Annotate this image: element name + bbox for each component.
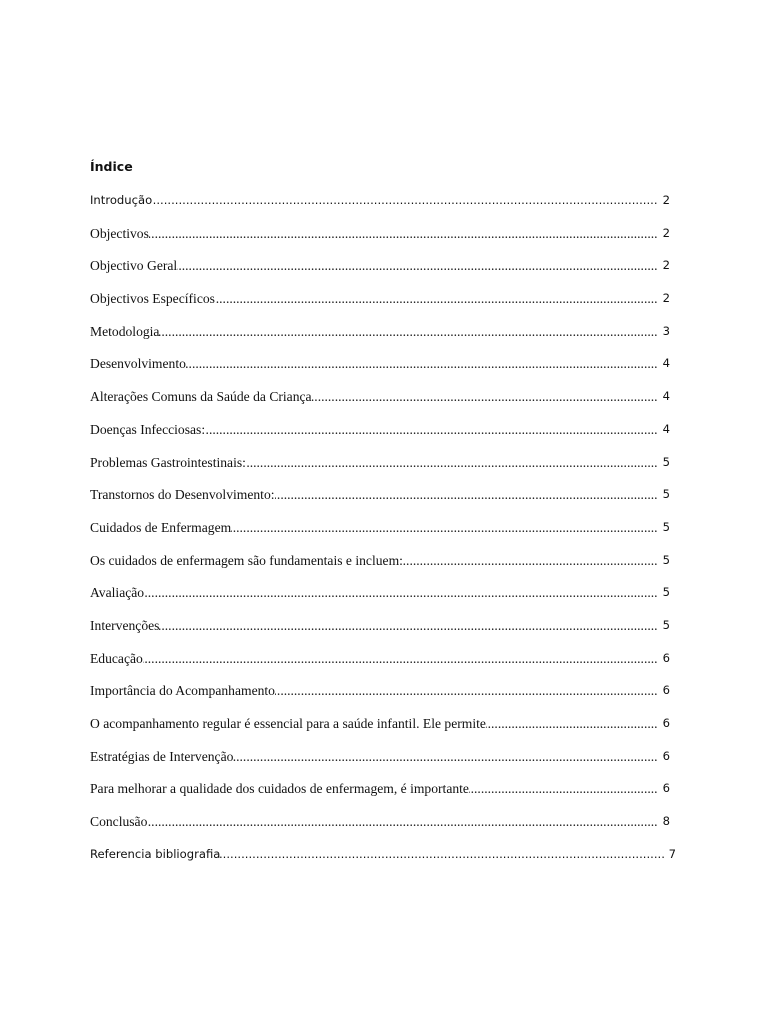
toc-entry [90, 617, 670, 650]
toc-page-number: 5 [658, 584, 670, 601]
toc-entry [90, 192, 670, 225]
toc-entry-text: Estratégias de Intervenção [90, 748, 234, 764]
toc-page-number: 6 [658, 780, 670, 797]
toc-entry-text: Importância do Acompanhamento [90, 683, 275, 699]
dot-leader [90, 323, 658, 340]
toc-page-number: 2 [658, 290, 670, 307]
toc-page-number: 8 [658, 813, 670, 830]
toc-page-number: 7 [664, 846, 676, 863]
toc-title: Índice [90, 159, 133, 174]
toc-entry-text: Educação [90, 650, 143, 666]
toc-entry [90, 290, 670, 323]
toc-entry-text: O acompanhamento regular é essencial para a saúde infantil. Ele permite [90, 716, 486, 731]
toc-page-number: 4 [658, 421, 670, 438]
toc-list [90, 192, 678, 878]
toc-page-number: 6 [658, 650, 670, 667]
toc-entry [90, 519, 670, 552]
toc-page-number: 5 [658, 552, 670, 569]
toc-entry-text: Problemas Gastrointestinais: [90, 454, 246, 470]
toc-entry [90, 780, 670, 813]
toc-entry [90, 846, 676, 879]
toc-entry-text: Desenvolvimento [90, 356, 186, 372]
toc-entry-text: Doenças Infecciosas: [90, 421, 206, 437]
toc-page-number: 3 [658, 323, 670, 340]
dot-leader [90, 617, 658, 634]
toc-page-number: 2 [658, 225, 670, 242]
toc-page-number: 5 [658, 617, 670, 634]
toc-entry [90, 682, 670, 715]
toc-entry-text: Objectivos [90, 225, 149, 241]
toc-page-number: 6 [658, 682, 670, 699]
toc-entry-text: Introdução [90, 193, 153, 207]
toc-entry [90, 225, 670, 258]
toc-entry [90, 454, 670, 487]
toc-entry-text: Conclusão [90, 814, 148, 830]
toc-page-number: 6 [658, 748, 670, 765]
toc-entry-text: Objectivos Específicos [90, 291, 215, 307]
toc-page-number: 5 [658, 454, 670, 471]
toc-page-number: 6 [658, 715, 670, 732]
toc-entry-text: Avaliação [90, 585, 145, 601]
toc-page-number: 4 [658, 355, 670, 372]
toc-entry-text: Transtornos do Desenvolvimento: [90, 487, 275, 503]
toc-page-number: 2 [658, 192, 670, 209]
toc-entry-text: Metodologia [90, 323, 160, 339]
toc-entry [90, 715, 670, 748]
toc-page-number: 5 [658, 519, 670, 536]
toc-entry [90, 748, 670, 781]
dot-leader [90, 225, 658, 242]
toc-entry-text: Para melhorar a qualidade dos cuidados de enfermagem, é importante [90, 781, 469, 797]
toc-entry [90, 650, 670, 683]
toc-entry [90, 813, 670, 846]
dot-leader [90, 584, 658, 601]
toc-entry [90, 323, 670, 356]
toc-entry [90, 486, 670, 519]
toc-entry-text: Objectivo Geral [90, 258, 178, 274]
toc-page-number: 2 [658, 257, 670, 274]
toc-entry [90, 584, 670, 617]
toc-entry [90, 552, 670, 585]
toc-entry-text: Cuidados de Enfermagem [90, 519, 232, 535]
toc-entry-text: Os cuidados de enfermagem são fundamentais e incluem: [90, 552, 403, 568]
toc-page-number: 4 [658, 388, 670, 405]
toc-entry [90, 257, 670, 290]
dot-leader [90, 192, 658, 209]
toc-page-number: 5 [658, 486, 670, 503]
toc-entry [90, 421, 670, 454]
toc-entry-text: Alterações Comuns da Saúde da Criança [90, 389, 312, 405]
dot-leader [90, 813, 658, 830]
toc-entry [90, 388, 670, 421]
toc-entry-text: Intervenções [90, 617, 160, 633]
dot-leader [90, 650, 658, 667]
toc-entry [90, 355, 670, 388]
toc-entry-text: Referencia bibliografia [90, 846, 221, 861]
